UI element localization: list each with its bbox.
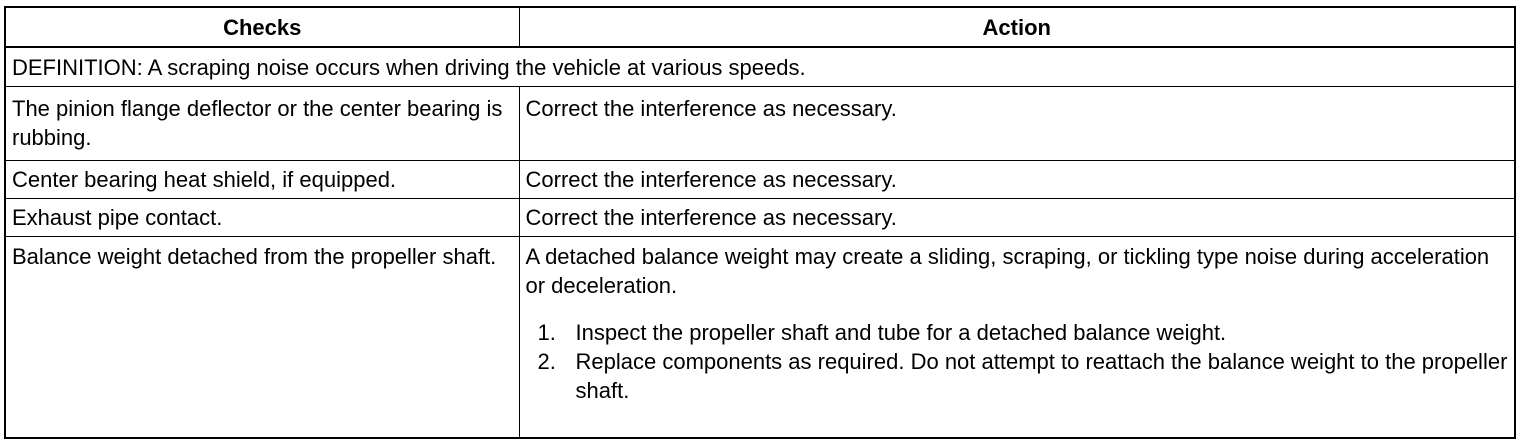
list-item <box>526 347 1509 405</box>
action-cell: Correct the interference as necessary. <box>519 161 1515 199</box>
step-text: Inspect the propeller shaft and tube for a detached balance weight. <box>575 320 1227 345</box>
definition-text: DEFINITION: A scraping noise occurs when driving the vehicle at various speeds. <box>5 47 1515 87</box>
check-cell: Exhaust pipe contact. <box>5 199 519 237</box>
table-row <box>5 161 1515 199</box>
check-cell: The pinion flange deflector or the center bearing is rubbing. <box>5 87 519 161</box>
header-row <box>5 7 1515 47</box>
step-text: Replace components as required. Do not attempt to reattach the balance weight to the propeller shaft. <box>575 349 1508 403</box>
step-number: 2. <box>537 349 556 374</box>
diagnostic-table <box>4 6 1516 439</box>
action-cell: Correct the interference as necessary. <box>519 87 1515 161</box>
action-cell: Correct the interference as necessary. <box>519 199 1515 237</box>
list-item <box>526 318 1509 347</box>
step-number: 1. <box>537 320 556 345</box>
table-row <box>5 87 1515 161</box>
steps-list <box>526 318 1509 405</box>
check-cell: Center bearing heat shield, if equipped. <box>5 161 519 199</box>
table-row <box>5 199 1515 237</box>
action-header: Action <box>519 7 1515 47</box>
checks-header: Checks <box>5 7 519 47</box>
check-cell: Balance weight detached from the propeller shaft. <box>5 237 519 439</box>
action-cell <box>519 237 1515 439</box>
table-row <box>5 237 1515 439</box>
definition-row <box>5 47 1515 87</box>
action-description: A detached balance weight may create a sliding, scraping, or tickling type noise during acceleration or deceleration. <box>525 244 1490 298</box>
